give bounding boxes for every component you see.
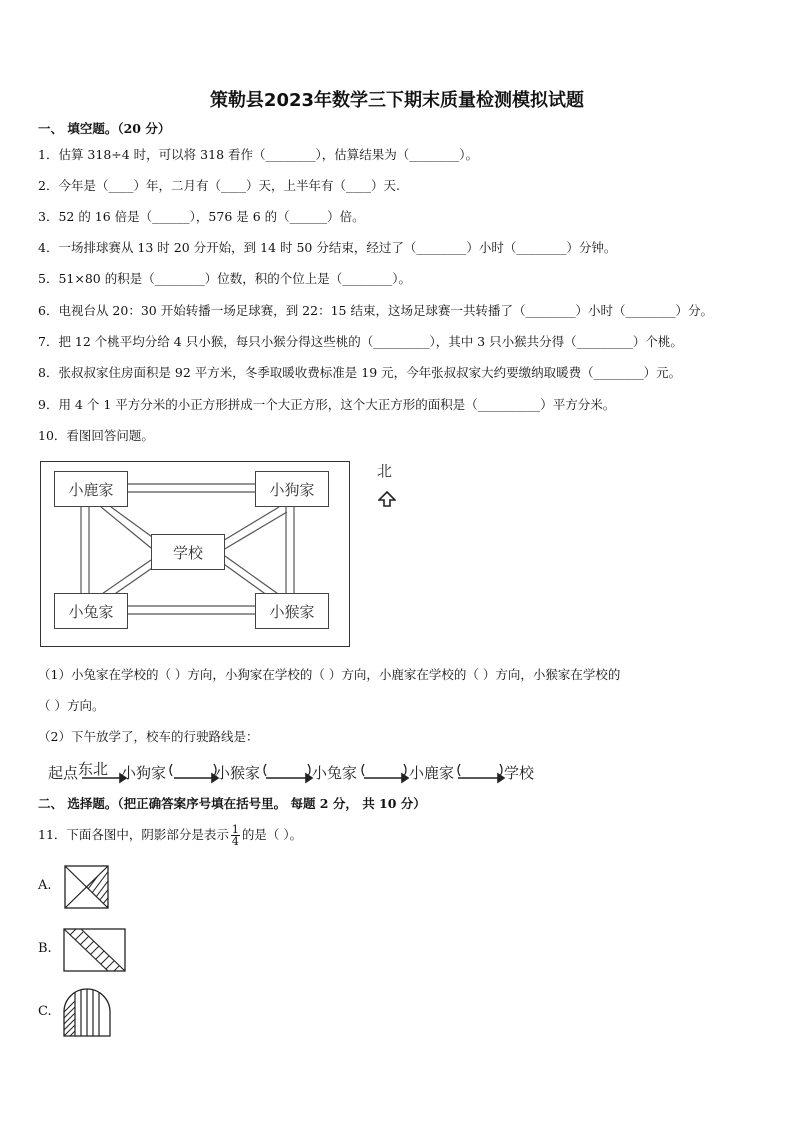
route-monkey-home: 小猴家 — [215, 764, 261, 782]
question-8: 8．张叔叔家住房面积是 92 平方米，冬季取暖收费标准是 19 元，今年张叔叔家大约要缴纳取暖费（________）元。 — [38, 365, 682, 380]
section-1-heading: 一、 填空题。（20 分） — [38, 121, 171, 136]
option-c-label: C. — [38, 1004, 52, 1019]
rabbit-home-box: 小兔家 — [54, 593, 128, 629]
question-10-part-1a: （1）小兔家在学校的（ ）方向，小狗家在学校的（ ）方向，小鹿家在学校的（ ）方向，小猴家在学校的 — [38, 667, 621, 682]
question-5: 5．51×80 的积是（________）位数，积的个位上是（________）。 — [38, 271, 411, 286]
page-title: 策勒县2023年数学三下期末质量检测模拟试题 — [209, 90, 585, 111]
deer-home-box: 小鹿家 — [54, 471, 128, 507]
question-11-prefix: 11．下面各图中，阴影部分是表示 — [38, 827, 229, 842]
question-2: 2．今年是（____）年，二月有（____）天，上半年有（____）天. — [38, 178, 400, 193]
section-2-heading: 二、 选择题。（把正确答案序号填在括号里。 每题 2 分， 共 10 分） — [38, 796, 426, 811]
question-9: 9．用 4 个 1 平方分米的小正方形拼成一个大正方形，这个大正方形的面积是（__________）平方分米。 — [38, 397, 616, 412]
route-deer-home: 小鹿家 — [409, 764, 455, 782]
question-1: 1．估算 318÷4 时，可以将 318 看作（________），估算结果为（________）。 — [38, 147, 478, 162]
question-10-part-2: （2）下午放学了，校车的行驶路线是： — [38, 729, 259, 744]
north-label: 北 — [377, 462, 393, 480]
option-b-figure — [63, 928, 127, 972]
fraction-numerator: 1 — [231, 823, 239, 836]
question-10: 10．看图回答问题。 — [38, 428, 154, 443]
option-c-figure — [62, 988, 112, 1038]
route-school: 学校 — [504, 764, 535, 782]
route-dog-home: 小狗家 — [121, 764, 167, 782]
option-a-label: A. — [38, 878, 52, 893]
question-10-part-1b: （ ）方向。 — [38, 698, 105, 713]
dog-home-box: 小狗家 — [255, 471, 329, 507]
school-box: 学校 — [151, 534, 225, 570]
fraction-one-quarter — [231, 824, 240, 847]
fraction-denominator: 4 — [231, 835, 239, 848]
question-11-suffix: 的是（ ）。 — [241, 827, 303, 842]
route-start: 起点 — [48, 764, 79, 782]
option-a-figure — [64, 865, 110, 909]
question-6: 6．电视台从 20：30 开始转播一场足球赛，到 22：15 结束，这场足球赛一共转播了（________）小时（________）分。 — [38, 303, 713, 318]
route-start-direction: 东北 — [78, 760, 109, 778]
question-7: 7．把 12 个桃平均分给 4 只小猴，每只小猴分得这些桃的（_________），其中 3 只小猴共分得（_________）个桃。 — [38, 334, 683, 349]
map-diagram — [40, 461, 350, 647]
question-3: 3．52 的 16 倍是（______），576 是 6 的（______）倍。 — [38, 209, 365, 224]
question-11 — [38, 824, 302, 847]
route-rabbit-home: 小兔家 — [312, 764, 358, 782]
option-b-label: B. — [38, 941, 52, 956]
north-arrow-icon — [378, 491, 396, 507]
question-4: 4．一场排球赛从 13 时 20 分开始，到 14 时 50 分结束，经过了（________）小时（________）分钟。 — [38, 240, 617, 255]
monkey-home-box: 小猴家 — [255, 593, 329, 629]
